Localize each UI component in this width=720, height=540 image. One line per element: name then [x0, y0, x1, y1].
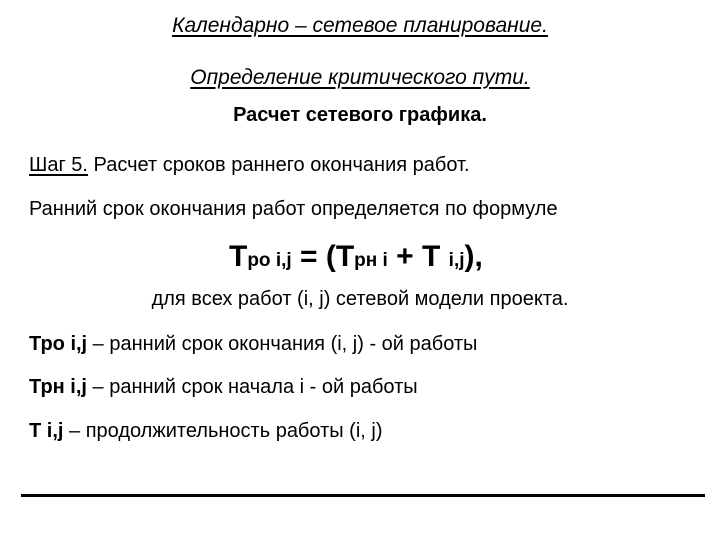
definition-item: [29, 420, 383, 443]
definition-term: Т i,j: [29, 420, 64, 442]
definition-item: [29, 333, 477, 356]
definition-item: [29, 376, 418, 399]
formula-intro: Ранний срок окончания работ определяется по формуле: [29, 198, 558, 220]
formula-t1: Т: [229, 240, 248, 273]
definition-text: – ранний срок начала i - ой работы: [86, 376, 418, 398]
formula-plus: + Т: [387, 240, 449, 273]
formula-sub1: ро i,j: [247, 250, 292, 271]
formula-sub3: i,j: [448, 250, 465, 271]
step-label: Шаг 5.: [29, 154, 88, 176]
slide-title: Календарно – сетевое планирование.: [172, 14, 548, 37]
step-line: [29, 154, 470, 177]
formula-sub2: рн i: [354, 250, 388, 271]
definition-text: – ранний срок окончания (i, j) - ой работы: [87, 333, 478, 355]
formula: [229, 240, 483, 274]
slide-subtitle: Определение критического пути.: [190, 66, 530, 89]
formula-eq: = (Т: [291, 240, 355, 273]
step-text: Расчет сроков раннего окончания работ.: [87, 154, 470, 176]
formula-close: ),: [464, 240, 483, 273]
formula-note: для всех работ (i, j) сетевой модели проекта.: [151, 288, 569, 310]
bottom-divider: [21, 494, 705, 497]
definition-term: Трн i,j: [29, 376, 87, 398]
section-heading: Расчет сетевого графика.: [233, 104, 487, 126]
definition-text: – продолжительность работы (i, j): [63, 420, 383, 442]
definition-term: Тро i,j: [29, 333, 88, 355]
